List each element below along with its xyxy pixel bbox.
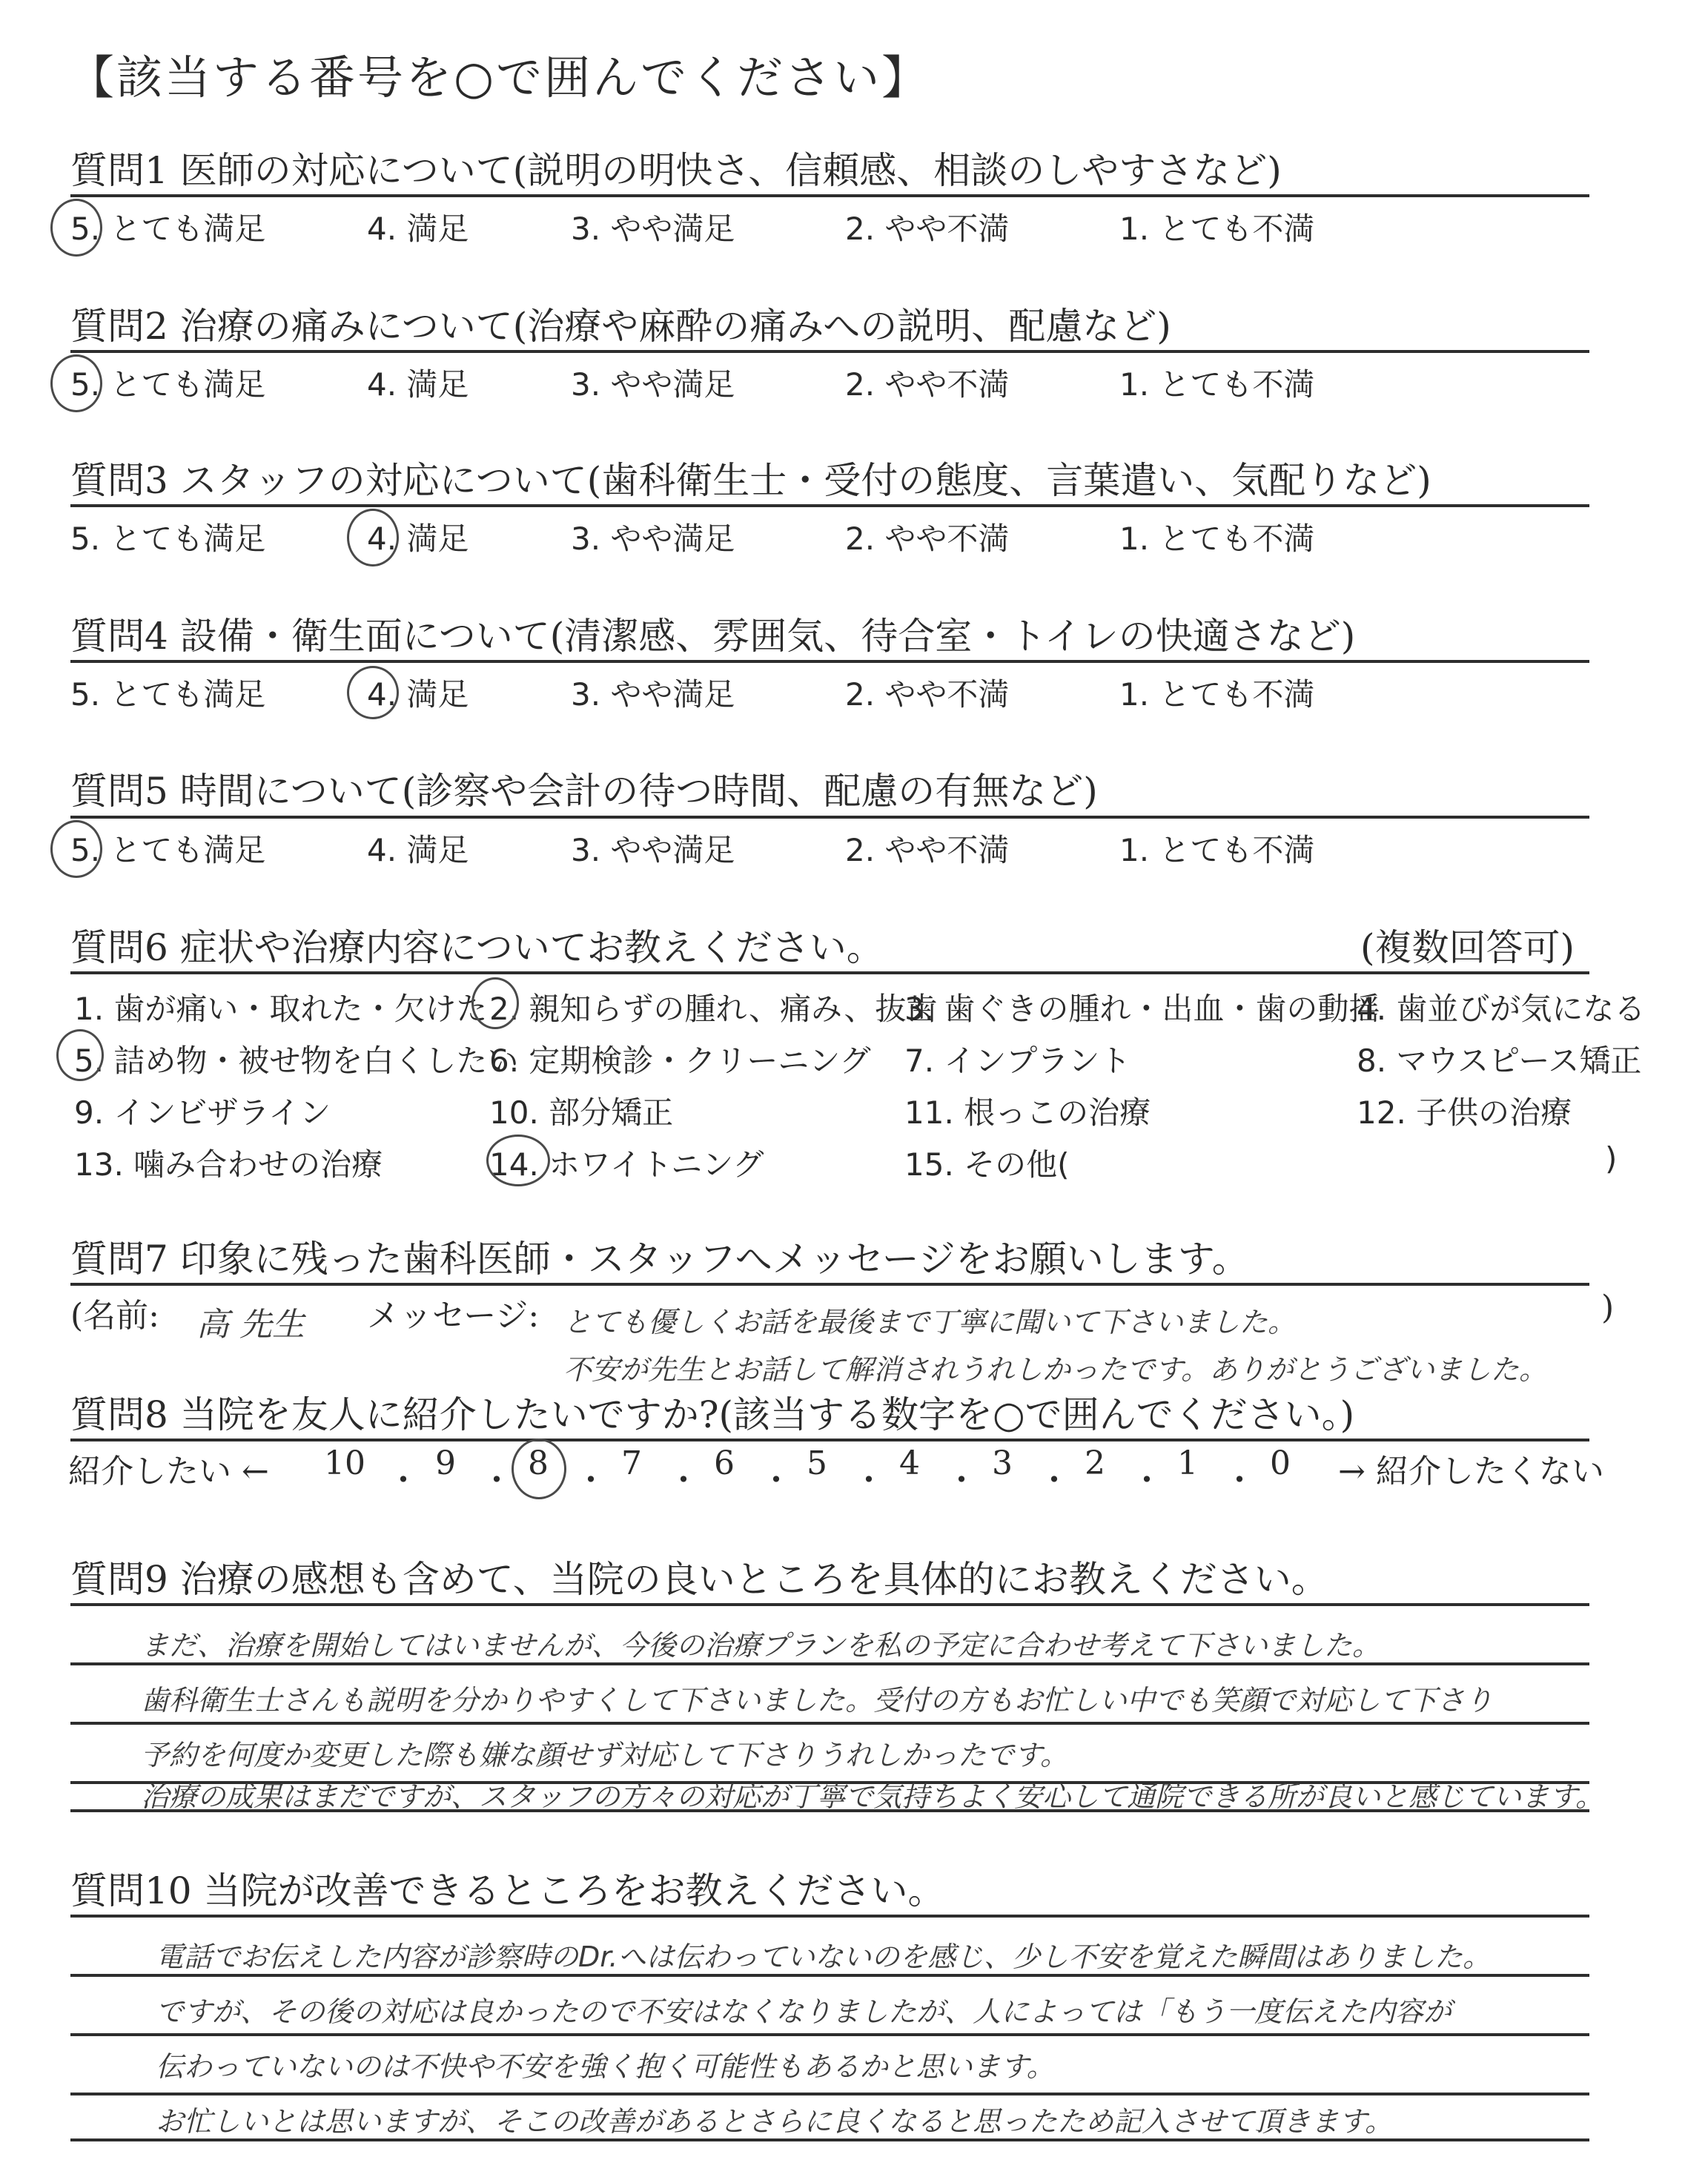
q1-selection-circle — [50, 199, 102, 257]
q8-separator: ・ — [853, 1462, 885, 1499]
q8-separator: ・ — [480, 1462, 513, 1499]
q4-option-4[interactable]: 4. 満足 — [367, 676, 469, 713]
q9-answer-line-1[interactable]: まだ、治療を開始してはいませんが、今後の治療プランを私の予定に合わせ考えて下さいました。 — [141, 1629, 1381, 1662]
q8-separator: ・ — [760, 1462, 792, 1499]
q8-number-10[interactable]: 10 — [324, 1444, 365, 1482]
q4-option-5[interactable]: 5. とても満足 — [70, 676, 266, 713]
q7-message-label: メッセージ: — [367, 1297, 540, 1335]
q1-option-1[interactable]: 1. とても不満 — [1119, 211, 1315, 247]
q10-rule-4 — [70, 2093, 1589, 2095]
q8-number-6[interactable]: 6 — [714, 1444, 735, 1482]
q5-label: 質問5 時間について(診察や会計の待つ時間、配慮の有無など) — [70, 770, 1098, 813]
q1-label: 質問1 医師の対応について(説明の明快さ、信頼感、相談のしやすさなど) — [70, 149, 1282, 192]
q5-option-2[interactable]: 2. やや不満 — [845, 832, 1010, 868]
q7-divider — [70, 1283, 1589, 1286]
q6-selection-circle-5 — [56, 1029, 104, 1081]
q1-option-5[interactable]: 5. とても満足 — [70, 211, 266, 247]
q8-number-2[interactable]: 2 — [1085, 1444, 1105, 1482]
q9-rule-1 — [70, 1603, 1589, 1606]
q5-option-3[interactable]: 3. やや満足 — [571, 832, 735, 868]
q2-divider — [70, 350, 1589, 353]
q4-option-3[interactable]: 3. やや満足 — [571, 676, 735, 713]
q6-option-2[interactable]: 2. 親知らずの腫れ、痛み、抜歯 — [489, 991, 938, 1027]
q10-label: 質問10 当院が改善できるところをお教えください。 — [70, 1869, 945, 1912]
q6-option-6[interactable]: 6. 定期検診・クリーニング — [489, 1043, 871, 1079]
q10-rule-3 — [70, 2033, 1589, 2036]
q9-answer-line-2[interactable]: 歯科衛生士さんも説明を分かりやすくして下さいました。受付の方もお忙しい中でも笑顔で対応して下さり — [141, 1684, 1494, 1717]
q3-selection-circle — [347, 509, 399, 567]
q2-option-2[interactable]: 2. やや不満 — [845, 366, 1010, 403]
q3-option-2[interactable]: 2. やや不満 — [845, 521, 1010, 557]
q9-label: 質問9 治療の感想も含めて、当院の良いところを具体的にお教えください。 — [70, 1558, 1328, 1601]
q8-label: 質問8 当院を友人に紹介したいですか?(該当する数字を○で囲んでください。) — [70, 1393, 1355, 1436]
q7-message-line-2[interactable]: 不安が先生とお話して解消されうれしかったです。ありがとうございました。 — [563, 1353, 1547, 1386]
q10-answer-line-3[interactable]: 伝わっていないのは不快や不安を強く抱く可能性もあるかと思います。 — [156, 2050, 1055, 2083]
q7-label: 質問7 印象に残った歯科医師・スタッフへメッセージをお願いします。 — [70, 1238, 1249, 1281]
q4-option-1[interactable]: 1. とても不満 — [1119, 676, 1315, 713]
q8-number-0[interactable]: 0 — [1270, 1444, 1291, 1482]
q6-option-9[interactable]: 9. インビザライン — [74, 1094, 331, 1131]
q10-answer-line-2[interactable]: ですが、その後の対応は良かったので不安はなくなりましたが、人によっては「もう一度伝えた内容が — [156, 1995, 1452, 2028]
q6-option-15-close: ) — [1605, 1140, 1618, 1177]
q7-message-line-1[interactable]: とても優しくお話を最後まで丁寧に聞いて下さいました。 — [563, 1306, 1297, 1338]
q6-option-4[interactable]: 4. 歯並びが気になる — [1357, 991, 1646, 1027]
q3-label: 質問3 スタッフの対応について(歯科衛生士・受付の態度、言葉遣い、気配りなど) — [70, 459, 1431, 502]
q4-option-2[interactable]: 2. やや不満 — [845, 676, 1010, 713]
q6-option-13[interactable]: 13. 噛み合わせの治療 — [74, 1146, 383, 1183]
q5-option-5[interactable]: 5. とても満足 — [70, 832, 266, 868]
q6-option-3[interactable]: 3. 歯ぐきの腫れ・出血・歯の動揺 — [904, 991, 1380, 1027]
q1-option-4[interactable]: 4. 満足 — [367, 211, 469, 247]
q3-option-5[interactable]: 5. とても満足 — [70, 521, 266, 557]
q6-option-8[interactable]: 8. マウスピース矯正 — [1357, 1043, 1642, 1079]
q6-multiple-note: (複数回答可) — [1360, 926, 1575, 969]
form-title: 【該当する番号を○で囲んでください】 — [68, 50, 930, 105]
q3-option-3[interactable]: 3. やや満足 — [571, 521, 735, 557]
q2-option-1[interactable]: 1. とても不満 — [1119, 366, 1315, 403]
q8-separator: ・ — [667, 1462, 700, 1499]
q6-option-12[interactable]: 12. 子供の治療 — [1357, 1094, 1572, 1131]
q4-selection-circle — [347, 666, 399, 719]
q6-option-5[interactable]: 5. 詰め物・被せ物を白くしたい — [74, 1043, 519, 1079]
q8-number-1[interactable]: 1 — [1177, 1444, 1198, 1482]
q6-label: 質問6 症状や治療内容についてお教えください。 — [70, 926, 884, 969]
q9-rule-3 — [70, 1722, 1589, 1725]
q6-option-14[interactable]: 14. ホワイトニング — [489, 1146, 764, 1183]
q6-option-1[interactable]: 1. 歯が痛い・取れた・欠けた — [74, 991, 488, 1027]
q8-selection-circle — [512, 1439, 566, 1499]
q8-separator: ・ — [1223, 1462, 1256, 1499]
q8-separator: ・ — [387, 1462, 420, 1499]
q2-option-4[interactable]: 4. 満足 — [367, 366, 469, 403]
q7-close-paren: ) — [1601, 1289, 1615, 1327]
q8-number-4[interactable]: 4 — [899, 1444, 920, 1482]
q6-divider — [70, 971, 1589, 974]
q5-selection-circle — [50, 820, 102, 878]
q10-rule-1 — [70, 1915, 1589, 1918]
q7-name-value[interactable]: 高 先生 — [196, 1306, 305, 1344]
q3-divider — [70, 504, 1589, 507]
q5-option-1[interactable]: 1. とても不満 — [1119, 832, 1315, 868]
q8-number-3[interactable]: 3 — [992, 1444, 1013, 1482]
q7-name-label: (名前: — [70, 1297, 159, 1335]
q8-number-9[interactable]: 9 — [435, 1444, 456, 1482]
q8-separator: ・ — [1131, 1462, 1163, 1499]
q3-option-1[interactable]: 1. とても不満 — [1119, 521, 1315, 557]
q1-divider — [70, 194, 1589, 197]
q2-option-3[interactable]: 3. やや満足 — [571, 366, 735, 403]
q6-option-11[interactable]: 11. 根っこの治療 — [904, 1094, 1151, 1131]
q5-divider — [70, 816, 1589, 819]
q3-option-4[interactable]: 4. 満足 — [367, 521, 469, 557]
q6-option-15[interactable]: 15. その他( — [904, 1146, 1070, 1183]
q8-number-7[interactable]: 7 — [621, 1444, 642, 1482]
q8-separator: ・ — [1038, 1462, 1070, 1499]
q6-option-7[interactable]: 7. インプラント — [904, 1043, 1131, 1079]
q8-number-5[interactable]: 5 — [807, 1444, 827, 1482]
q8-right-label: → 紹介したくない — [1338, 1453, 1604, 1490]
q5-option-4[interactable]: 4. 満足 — [367, 832, 469, 868]
q2-label: 質問2 治療の痛みについて(治療や麻酔の痛みへの説明、配慮など) — [70, 305, 1171, 348]
q9-answer-line-3[interactable]: 予約を何度か変更した際も嫌な顔せず対応して下さりうれしかったです。 — [141, 1739, 1068, 1771]
q9-answer-line-4[interactable]: 治療の成果はまだですが、スタッフの方々の対応が丁寧で気持ちよく安心して通院できる所が良いと感じています。 — [141, 1780, 1603, 1813]
q6-selection-circle-2 — [471, 977, 519, 1029]
q2-option-5[interactable]: 5. とても満足 — [70, 366, 266, 403]
q8-separator: ・ — [945, 1462, 978, 1499]
q8-left-label: 紹介したい ← — [68, 1453, 269, 1490]
q10-answer-line-4[interactable]: お忙しいとは思いますが、そこの改善があるとさらに良くなると思ったため記入させて頂きます。 — [156, 2105, 1393, 2138]
q8-divider — [70, 1439, 1589, 1441]
q4-label: 質問4 設備・衛生面について(清潔感、雰囲気、待合室・トイレの快適さなど) — [70, 615, 1356, 658]
q6-option-10[interactable]: 10. 部分矯正 — [489, 1094, 674, 1131]
q2-selection-circle — [50, 354, 102, 412]
q8-number-8[interactable]: 8 — [528, 1444, 549, 1482]
q10-answer-line-1[interactable]: 電話でお伝えした内容が診察時のDr.へは伝わっていないのを感じ、少し不安を覚えた瞬間はありました。 — [156, 1941, 1492, 1973]
q1-option-3[interactable]: 3. やや満足 — [571, 211, 735, 247]
q4-divider — [70, 660, 1589, 663]
q6-selection-circle-14 — [486, 1135, 550, 1186]
q1-option-2[interactable]: 2. やや不満 — [845, 211, 1010, 247]
q8-separator: ・ — [575, 1462, 607, 1499]
